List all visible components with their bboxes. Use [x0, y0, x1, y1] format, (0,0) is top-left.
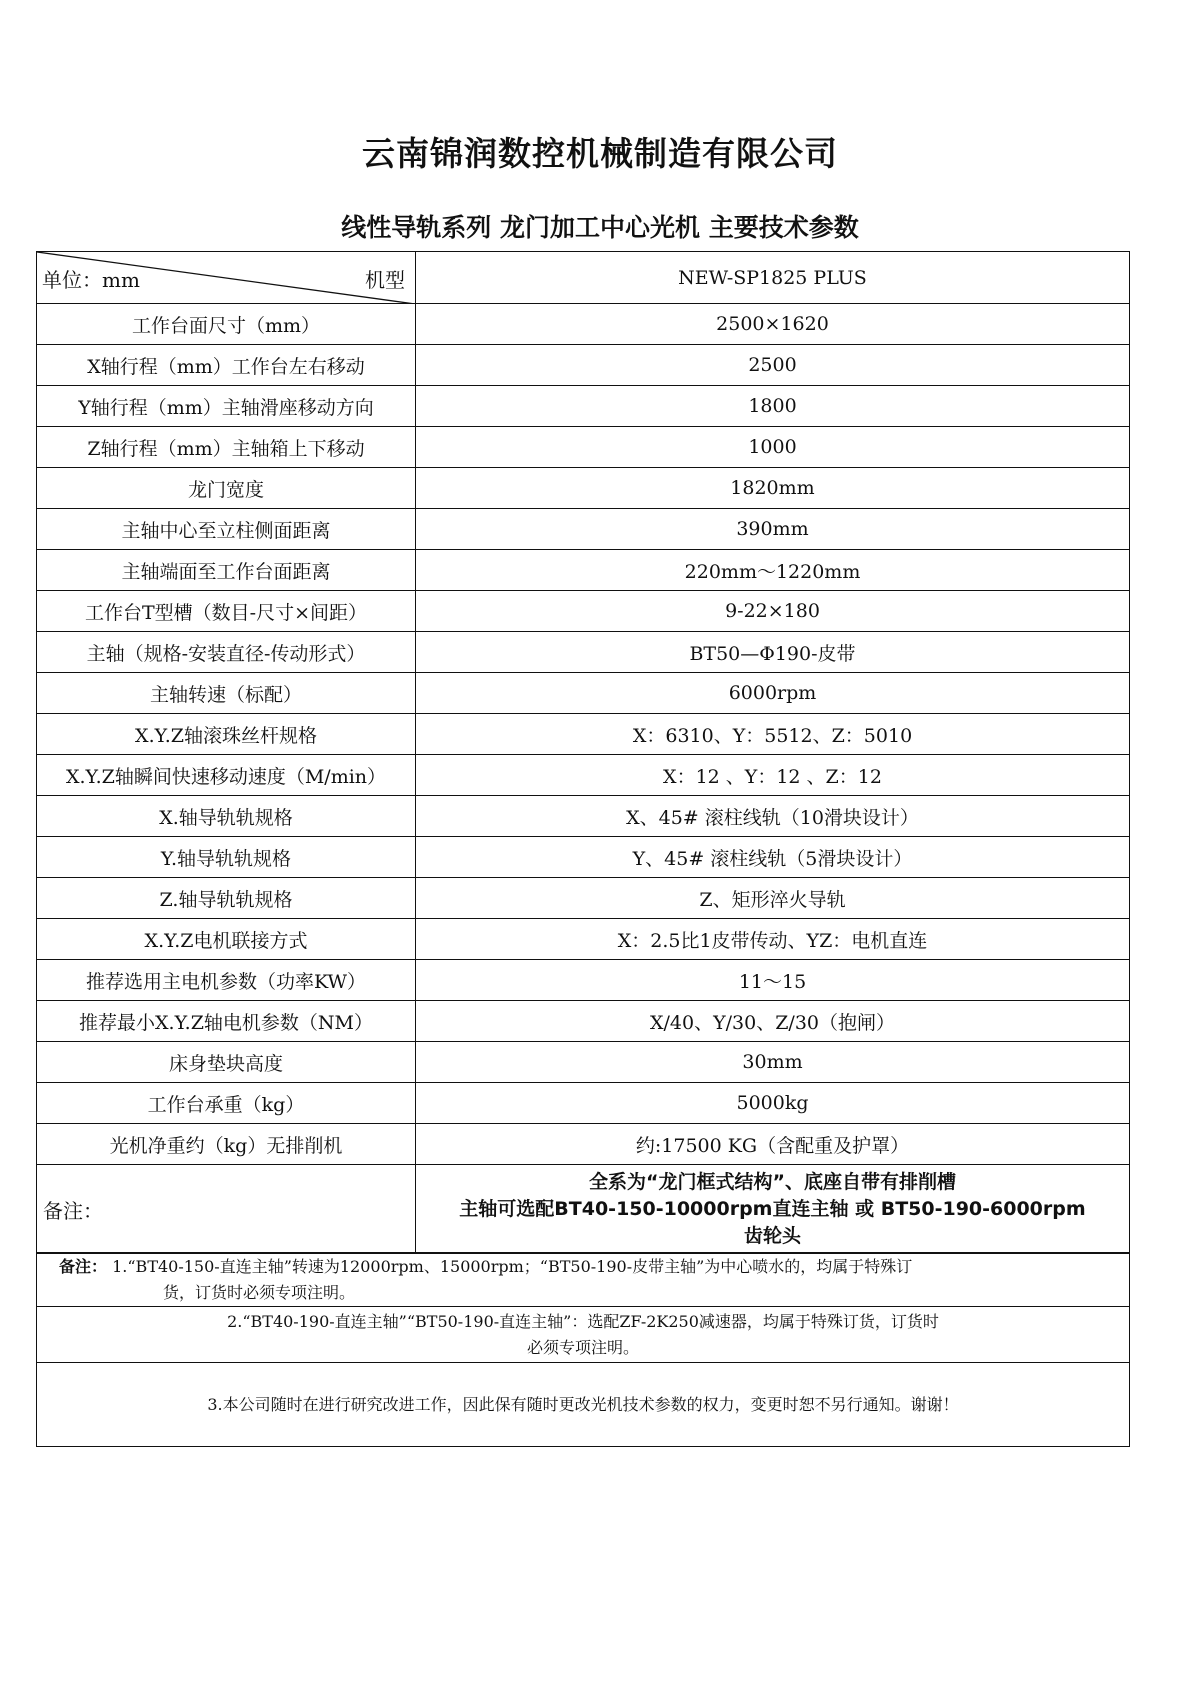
spec-value: X：6310、Y：5512、Z：5010: [416, 714, 1130, 755]
spec-value: X、45# 滚柱线轨（10滑块设计）: [416, 796, 1130, 837]
spec-row: [37, 960, 1130, 1001]
spec-value: 1800: [416, 386, 1130, 427]
spec-value: 2500×1620: [416, 304, 1130, 345]
header-diagonal-cell: [37, 252, 416, 304]
spec-label: 推荐选用主电机参数（功率KW）: [37, 960, 416, 1001]
spec-label: 主轴端面至工作台面距离: [37, 550, 416, 591]
spec-row: [37, 1042, 1130, 1083]
spec-row: [37, 632, 1130, 673]
spec-label: X轴行程（mm）工作台左右移动: [37, 345, 416, 386]
spec-value: 5000kg: [416, 1083, 1130, 1124]
note-1-line-b: 货，订货时必须专项注明。: [163, 1282, 356, 1302]
remark-line-2: 主轴可选配BT40-150-10000rpm直连主轴 或 BT50-190-6000rpm: [459, 1197, 1086, 1220]
remark-content: [416, 1165, 1130, 1254]
spec-row: [37, 919, 1130, 960]
company-name: 云南锦润数控机械制造有限公司: [362, 134, 838, 173]
spec-row: [37, 673, 1130, 714]
spec-row: [37, 304, 1130, 345]
spec-label: 工作台承重（kg）: [37, 1083, 416, 1124]
spec-row: [37, 1083, 1130, 1124]
model-value: NEW-SP1825 PLUS: [416, 252, 1130, 304]
spec-row: [37, 796, 1130, 837]
spec-label: X.轴导轨轨规格: [37, 796, 416, 837]
remark-row: [37, 1165, 1130, 1254]
note-row-3: [37, 1363, 1130, 1447]
note-row-2: [37, 1307, 1130, 1363]
spec-table: [36, 251, 1130, 1254]
spec-row: [37, 386, 1130, 427]
spec-label: 工作台面尺寸（mm）: [37, 304, 416, 345]
spec-row: [37, 468, 1130, 509]
spec-value: 1000: [416, 427, 1130, 468]
note-2: [37, 1307, 1130, 1363]
spec-value: 11～15: [416, 960, 1130, 1001]
note-2-line-b: 必须专项注明。: [526, 1337, 639, 1357]
spec-label: 光机净重约（kg）无排削机: [37, 1124, 416, 1165]
note-2-line-a: 2.“BT40-190-直连主轴”“BT50-190-直连主轴”：选配ZF-2K250减速器，均属于特殊订货，订货时: [227, 1311, 939, 1331]
spec-row: [37, 1124, 1130, 1165]
spec-row: [37, 755, 1130, 796]
spec-value: 1820mm: [416, 468, 1130, 509]
spec-row: [37, 878, 1130, 919]
notes-table: [36, 1252, 1130, 1447]
note-3: 3.本公司随时在进行研究改进工作，因此保有随时更改光机技术参数的权力，变更时恕不另行通知。谢谢！: [37, 1363, 1130, 1447]
unit-label: 单位：mm: [42, 268, 140, 292]
spec-label: X.Y.Z轴瞬间快速移动速度（M/min）: [37, 755, 416, 796]
spec-row: [37, 427, 1130, 468]
spec-value: X/40、Y/30、Z/30（抱闸）: [416, 1001, 1130, 1042]
remark-line-1: 全系为“龙门框式结构”、底座自带有排削槽: [589, 1170, 956, 1193]
spec-rows: [37, 304, 1130, 1165]
note-1: [37, 1253, 1130, 1307]
spec-value: Z、矩形淬火导轨: [416, 878, 1130, 919]
spec-label: 床身垫块高度: [37, 1042, 416, 1083]
spec-value: X：12 、Y：12 、Z：12: [416, 755, 1130, 796]
note-1-line-a: 1.“BT40-150-直连主轴”转速为12000rpm、15000rpm；“BT50-190-皮带主轴”为中心喷水的，均属于特殊订: [112, 1256, 913, 1276]
table-header-row: [37, 252, 1130, 304]
note-row-1: [37, 1253, 1130, 1307]
spec-label: Y轴行程（mm）主轴滑座移动方向: [37, 386, 416, 427]
spec-row: [37, 591, 1130, 632]
spec-value: 390mm: [416, 509, 1130, 550]
spec-row: [37, 1001, 1130, 1042]
spec-value: 6000rpm: [416, 673, 1130, 714]
spec-value: X：2.5比1皮带传动、YZ：电机直连: [416, 919, 1130, 960]
remark-line-3: 齿轮头: [743, 1224, 801, 1247]
spec-row: [37, 714, 1130, 755]
spec-row: [37, 837, 1130, 878]
spec-label: Y.轴导轨轨规格: [37, 837, 416, 878]
spec-row: [37, 509, 1130, 550]
spec-label: 主轴转速（标配）: [37, 673, 416, 714]
spec-label: Z轴行程（mm）主轴箱上下移动: [37, 427, 416, 468]
spec-value: 220mm～1220mm: [416, 550, 1130, 591]
spec-label: X.Y.Z电机联接方式: [37, 919, 416, 960]
spec-row: [37, 345, 1130, 386]
model-label: 机型: [365, 268, 405, 292]
spec-label: Z.轴导轨轨规格: [37, 878, 416, 919]
spec-label: 龙门宽度: [37, 468, 416, 509]
spec-value: BT50—Φ190-皮带: [416, 632, 1130, 673]
spec-label: 工作台T型槽（数目-尺寸×间距）: [37, 591, 416, 632]
spec-value: 约:17500 KG（含配重及护罩）: [416, 1124, 1130, 1165]
spec-value: 30mm: [416, 1042, 1130, 1083]
spec-label: X.Y.Z轴滚珠丝杆规格: [37, 714, 416, 755]
spec-value: Y、45# 滚柱线轨（5滑块设计）: [416, 837, 1130, 878]
spec-row: [37, 550, 1130, 591]
spec-label: 主轴（规格-安装直径-传动形式）: [37, 632, 416, 673]
spec-label: 主轴中心至立柱侧面距离: [37, 509, 416, 550]
spec-label: 推荐最小X.Y.Z轴电机参数（NM）: [37, 1001, 416, 1042]
spec-value: 2500: [416, 345, 1130, 386]
spec-value: 9-22×180: [416, 591, 1130, 632]
remark-label: 备注：: [37, 1165, 416, 1254]
notes-label: 备注：: [59, 1256, 108, 1276]
document-subtitle: 线性导轨系列 龙门加工中心光机 主要技术参数: [341, 213, 859, 242]
